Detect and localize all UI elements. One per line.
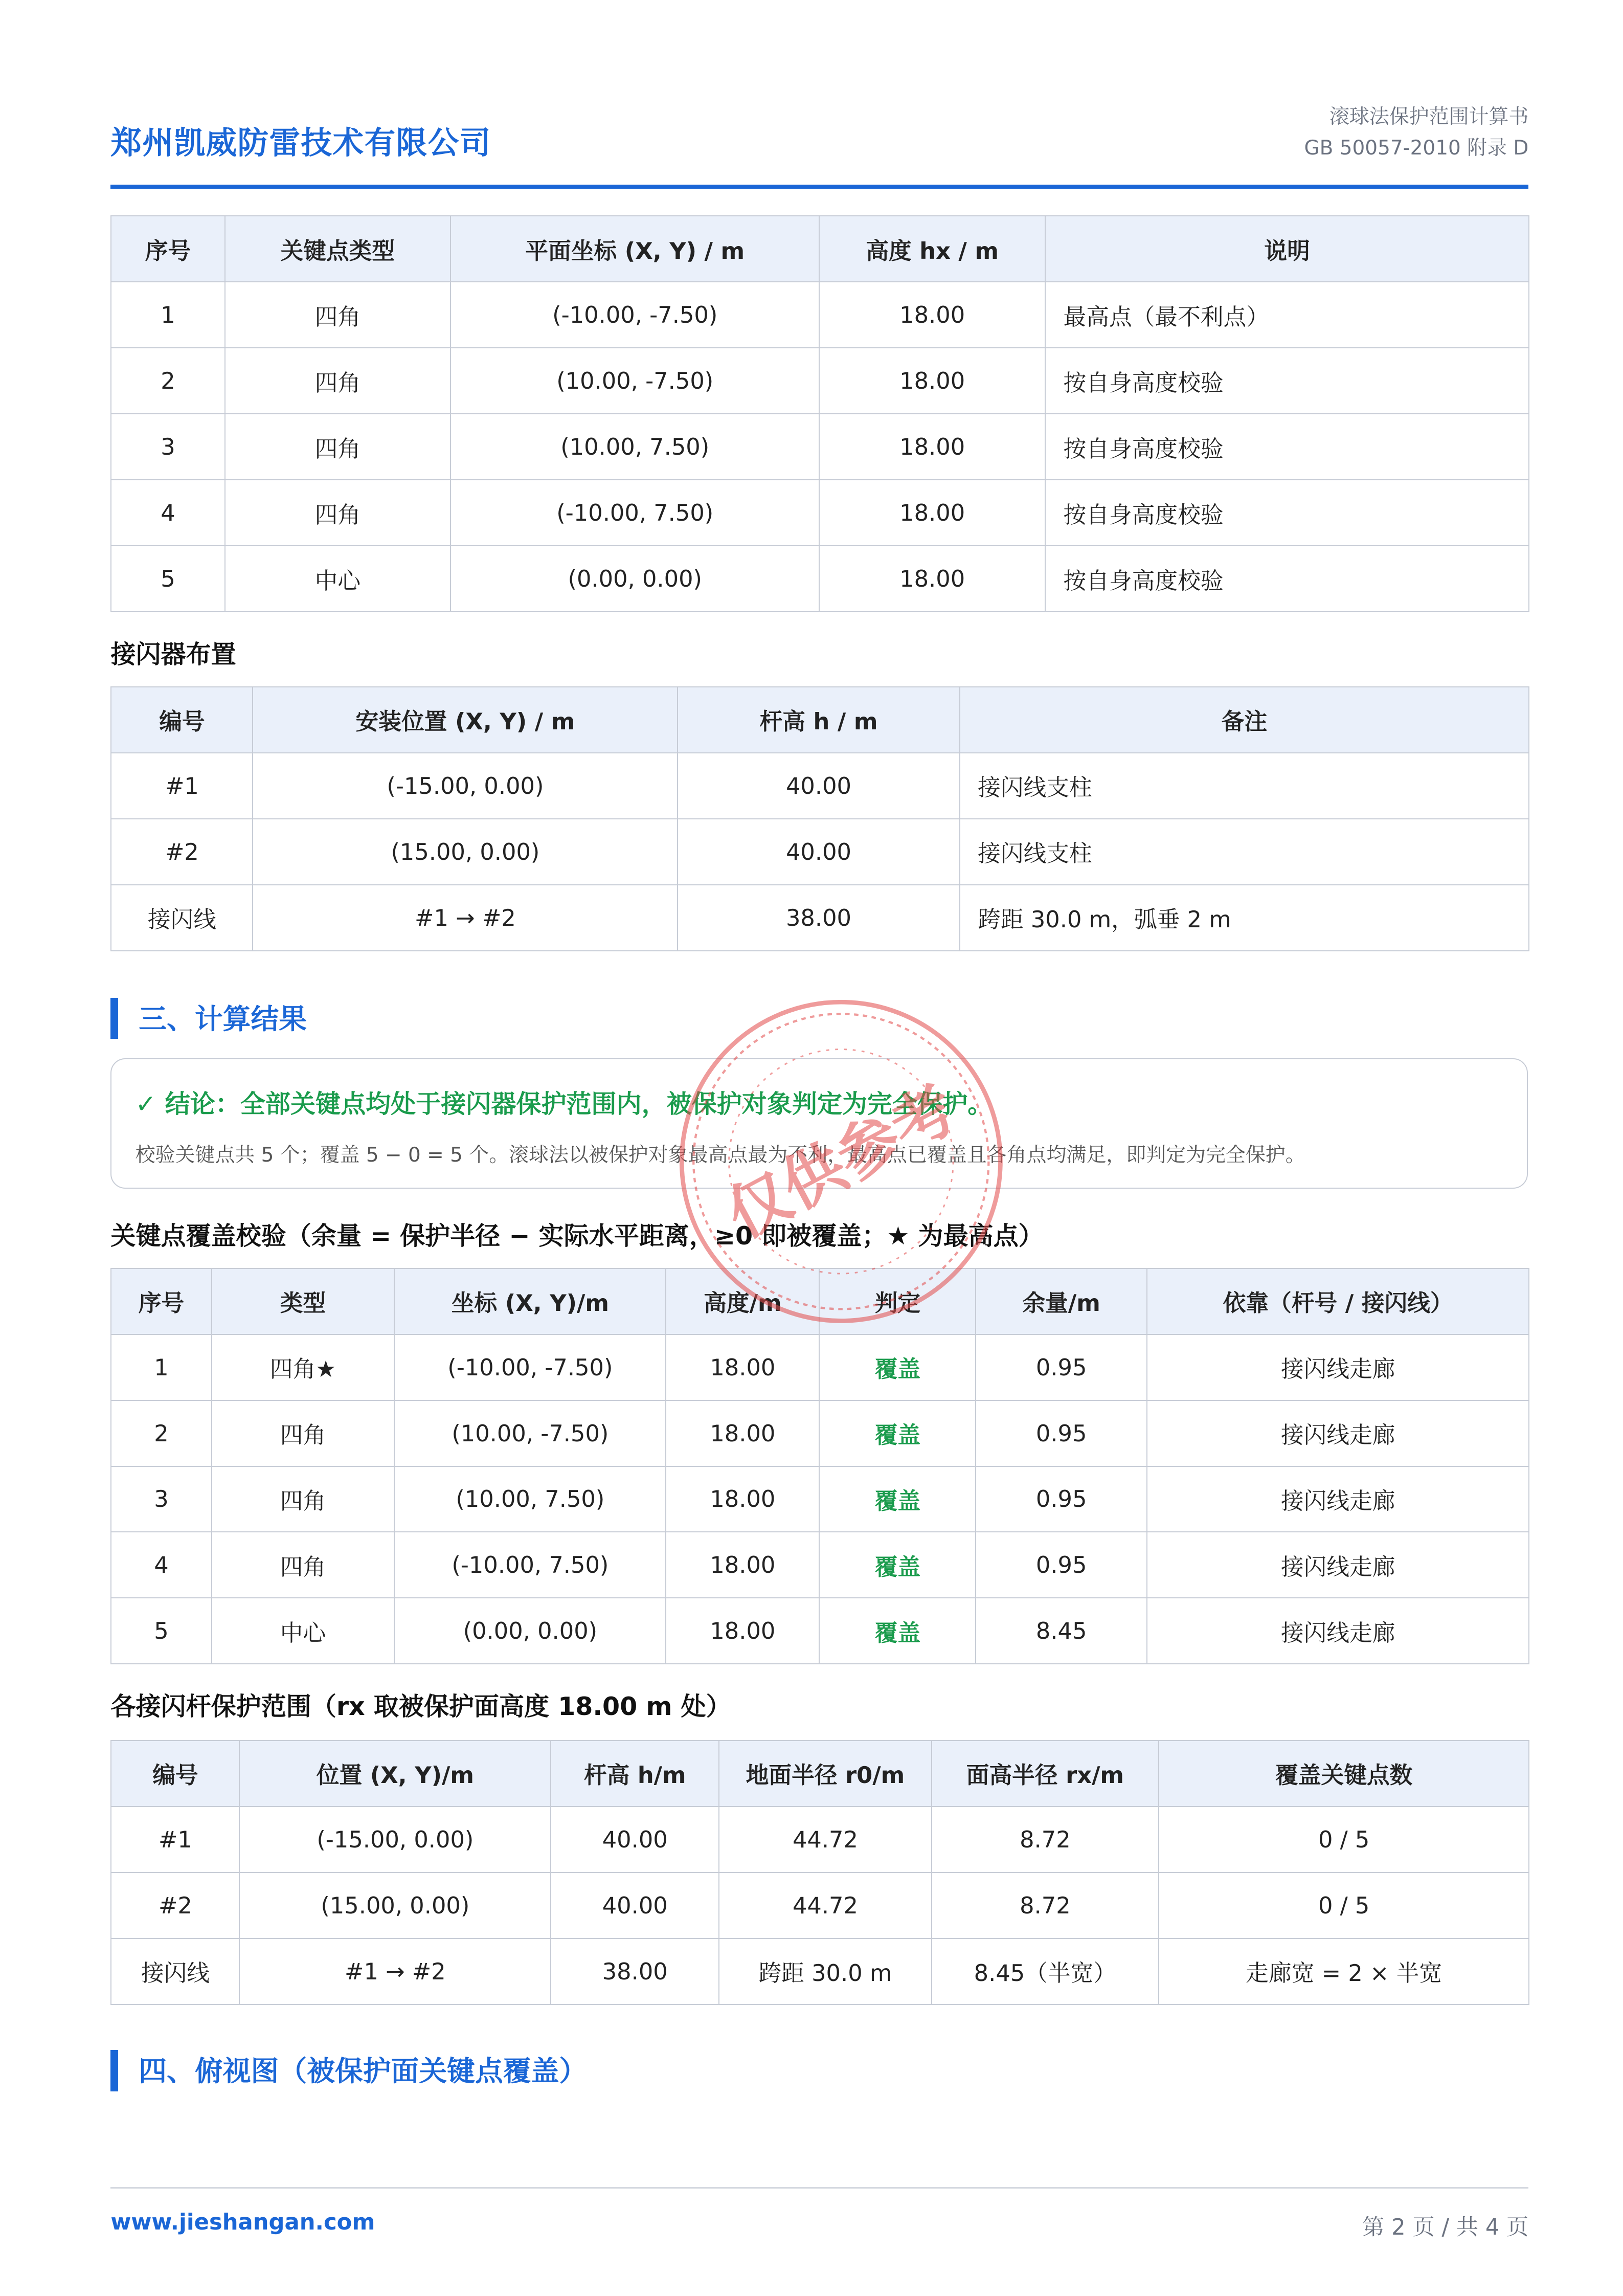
table-cell: 40.00 (678, 753, 959, 819)
table-row (111, 753, 1529, 819)
company-name: 郑州凯威防雷技术有限公司 (110, 125, 491, 161)
table-cell: 38.00 (551, 1938, 719, 2004)
column-header: 备注 (960, 687, 1529, 753)
table-cell: 按自身高度校验 (1045, 480, 1529, 546)
column-header: 关键点类型 (225, 216, 450, 282)
table-cell: 8.72 (932, 1807, 1159, 1873)
table-cell: 接闪线走廊 (1147, 1400, 1529, 1466)
table-cell: 0.95 (976, 1400, 1147, 1466)
table-cell: (-15.00, 0.00) (253, 753, 678, 819)
footer-divider (110, 2187, 1528, 2189)
table-cell: 跨距 30.0 m，弧垂 2 m (960, 885, 1529, 951)
table-cell: 2 (111, 1400, 211, 1466)
column-header: 说明 (1045, 216, 1529, 282)
table-cell: 3 (111, 1466, 211, 1532)
column-header: 杆高 h/m (551, 1741, 719, 1807)
table-row (111, 1400, 1529, 1466)
table-cell: 18.00 (666, 1466, 819, 1532)
table-cell: 40.00 (678, 819, 959, 885)
table-cell: 按自身高度校验 (1045, 414, 1529, 480)
conclusion-detail: 校验关键点共 5 个；覆盖 5 − 0 = 5 个。滚球法以被保护对象最高点最为不利，最高点已覆盖且各角点均满足，即判定为完全保护。 (135, 1143, 1305, 1167)
table-cell: #1 (111, 753, 253, 819)
section-heading-results (110, 995, 996, 1039)
table-row (111, 1938, 1529, 2004)
ranges-table (110, 1740, 1529, 2005)
table-cell: (10.00, -7.50) (450, 348, 819, 414)
column-header: 安装位置 (X, Y) / m (253, 687, 678, 753)
column-header: 类型 (212, 1268, 395, 1334)
table-cell: 18.00 (819, 546, 1045, 612)
table-cell: 18.00 (819, 414, 1045, 480)
table-cell: 18.00 (819, 480, 1045, 546)
table-cell: 中心 (212, 1598, 395, 1664)
table-row (111, 480, 1529, 546)
table-cell: (-10.00, 7.50) (394, 1532, 666, 1598)
column-header: 高度 hx / m (819, 216, 1045, 282)
table-row (111, 348, 1529, 414)
table-cell: 走廊宽 = 2 × 半宽 (1159, 1938, 1529, 2004)
table-cell: 40.00 (551, 1807, 719, 1873)
table-cell: #2 (111, 1873, 239, 1938)
table-cell: #2 (111, 819, 253, 885)
document-meta (1304, 102, 1528, 164)
table-header-row (111, 216, 1529, 282)
table-cell: 接闪线走廊 (1147, 1598, 1529, 1664)
status-covered: 覆盖 (819, 1400, 976, 1466)
table-row (111, 1334, 1529, 1400)
section-accent-bar (110, 998, 118, 1039)
table-row (111, 414, 1529, 480)
table-cell: 4 (111, 1532, 211, 1598)
coverage-table (110, 1268, 1529, 1665)
table-cell: (-10.00, 7.50) (450, 480, 819, 546)
coverage-title: 关键点覆盖校验（余量 = 保护半径 − 实际水平距离，≥0 即被覆盖；★ 为最高点） (110, 1220, 1044, 1251)
table-row (111, 282, 1529, 348)
table-cell: 按自身高度校验 (1045, 348, 1529, 414)
table-header-row (111, 687, 1529, 753)
table-header-row (111, 1268, 1529, 1334)
column-header: 坐标 (X, Y)/m (394, 1268, 666, 1334)
table-cell: 四角 (212, 1400, 395, 1466)
table-cell: (10.00, 7.50) (394, 1466, 666, 1532)
table-cell: 最高点（最不利点） (1045, 282, 1529, 348)
column-header: 杆高 h / m (678, 687, 959, 753)
status-covered: 覆盖 (819, 1598, 976, 1664)
column-header: 序号 (111, 216, 224, 282)
table-cell: (-10.00, -7.50) (394, 1334, 666, 1400)
table-cell: 四角 (225, 480, 450, 546)
table-cell: 四角 (212, 1532, 395, 1598)
table-cell: 18.00 (819, 282, 1045, 348)
table-cell: 44.72 (719, 1807, 932, 1873)
table-cell: 44.72 (719, 1873, 932, 1938)
table-cell: 2 (111, 348, 224, 414)
conclusion-box (110, 1058, 1527, 1189)
keypoints-table (110, 215, 1529, 612)
table-cell: 0.95 (976, 1466, 1147, 1532)
table-cell: 0.95 (976, 1532, 1147, 1598)
table-row (111, 1466, 1529, 1532)
table-cell: 8.72 (932, 1873, 1159, 1938)
table-cell: 18.00 (666, 1334, 819, 1400)
table-header-row (111, 1741, 1529, 1807)
document-title: 滚球法保护范围计算书 (1329, 105, 1529, 129)
section-heading-plan-view (110, 2047, 1143, 2091)
column-header: 覆盖关键点数 (1159, 1741, 1529, 1807)
table-row (111, 1807, 1529, 1873)
table-cell: 1 (111, 1334, 211, 1400)
table-cell: 接闪线走廊 (1147, 1334, 1529, 1400)
column-header: 位置 (X, Y)/m (239, 1741, 551, 1807)
table-cell: (15.00, 0.00) (239, 1873, 551, 1938)
table-row (111, 546, 1529, 612)
terminals-title: 接闪器布置 (110, 639, 236, 669)
table-cell: 四角 (212, 1466, 395, 1532)
table-cell: (15.00, 0.00) (253, 819, 678, 885)
section-title: 三、计算结果 (139, 1002, 307, 1035)
table-cell: 0.95 (976, 1334, 1147, 1400)
table-cell: #1 → #2 (239, 1938, 551, 2004)
table-cell: 接闪线走廊 (1147, 1466, 1529, 1532)
table-cell: 18.00 (819, 348, 1045, 414)
table-cell: 接闪线 (111, 885, 253, 951)
table-cell: 8.45（半宽） (932, 1938, 1159, 2004)
table-cell: (0.00, 0.00) (394, 1598, 666, 1664)
table-cell: 3 (111, 414, 224, 480)
table-cell: 0 / 5 (1159, 1873, 1529, 1938)
column-header: 平面坐标 (X, Y) / m (450, 216, 819, 282)
table-cell: 8.45 (976, 1598, 1147, 1664)
column-header: 判定 (819, 1268, 976, 1334)
conclusion-headline: ✓ 结论：全部关键点均处于接闪器保护范围内，被保护对象判定为完全保护。 (135, 1088, 993, 1119)
table-cell: (10.00, -7.50) (394, 1400, 666, 1466)
footer-website-link[interactable]: www.jieshangan.com (110, 2209, 375, 2235)
status-covered: 覆盖 (819, 1334, 976, 1400)
table-cell: 0 / 5 (1159, 1807, 1529, 1873)
page-number: 第 2 页 / 共 4 页 (1362, 2214, 1529, 2240)
section-accent-bar (110, 2050, 118, 2091)
table-cell: 5 (111, 1598, 211, 1664)
status-covered: 覆盖 (819, 1532, 976, 1598)
column-header: 地面半径 r0/m (719, 1741, 932, 1807)
table-cell: 1 (111, 282, 224, 348)
table-cell: 四角 (225, 348, 450, 414)
table-cell: 38.00 (678, 885, 959, 951)
column-header: 余量/m (976, 1268, 1147, 1334)
standard-reference: GB 50057-2010 附录 D (1304, 136, 1529, 160)
table-cell: 四角 (225, 282, 450, 348)
table-cell: #1 → #2 (253, 885, 678, 951)
table-cell: #1 (111, 1807, 239, 1873)
table-cell: 四角 (225, 414, 450, 480)
table-cell: 接闪线 (111, 1938, 239, 2004)
column-header: 编号 (111, 1741, 239, 1807)
table-cell: 四角★ (212, 1334, 395, 1400)
table-cell: 40.00 (551, 1873, 719, 1938)
table-cell: 18.00 (666, 1598, 819, 1664)
stamp-text: 仅供参考 (715, 1072, 968, 1253)
table-cell: 接闪线走廊 (1147, 1532, 1529, 1598)
status-covered: 覆盖 (819, 1466, 976, 1532)
table-cell: (-10.00, -7.50) (450, 282, 819, 348)
table-cell: (10.00, 7.50) (450, 414, 819, 480)
column-header: 高度/m (666, 1268, 819, 1334)
column-header: 面高半径 rx/m (932, 1741, 1159, 1807)
table-row (111, 1532, 1529, 1598)
table-cell: 18.00 (666, 1532, 819, 1598)
column-header: 编号 (111, 687, 253, 753)
section-title: 四、俯视图（被保护面关键点覆盖） (139, 2055, 588, 2088)
table-cell: 跨距 30.0 m (719, 1938, 932, 2004)
table-row (111, 1873, 1529, 1938)
ranges-title: 各接闪杆保护范围（rx 取被保护面高度 18.00 m 处） (110, 1691, 731, 1722)
table-row (111, 885, 1529, 951)
table-cell: (0.00, 0.00) (450, 546, 819, 612)
table-cell: 5 (111, 546, 224, 612)
terminals-table (110, 686, 1529, 951)
table-cell: 接闪线支柱 (960, 819, 1529, 885)
table-cell: 中心 (225, 546, 450, 612)
column-header: 序号 (111, 1268, 211, 1334)
table-cell: 按自身高度校验 (1045, 546, 1529, 612)
header-divider (110, 185, 1528, 189)
column-header: 依靠（杆号 / 接闪线） (1147, 1268, 1529, 1334)
table-cell: 接闪线支柱 (960, 753, 1529, 819)
table-row (111, 819, 1529, 885)
table-cell: 4 (111, 480, 224, 546)
table-cell: (-15.00, 0.00) (239, 1807, 551, 1873)
table-row (111, 1598, 1529, 1664)
table-cell: 18.00 (666, 1400, 819, 1466)
